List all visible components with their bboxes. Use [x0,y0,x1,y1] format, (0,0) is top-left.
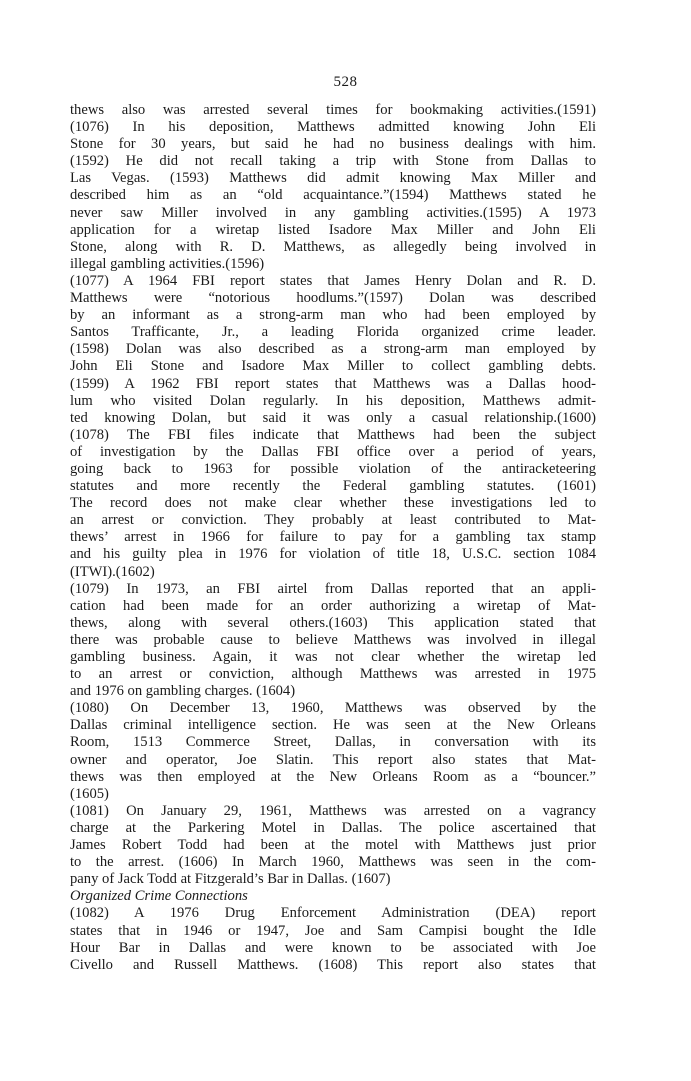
text-line: and 1976 on gambling charges. (1604) [70,683,296,700]
text-line: to an arrest or conviction, although Matthews was arrested in 1975 [70,666,596,683]
text-line: (1592) He did not recall taking a trip with Stone from Dallas to [70,153,596,170]
text-line: (1078) The FBI files indicate that Matthews had been the subject [70,426,596,443]
text-line: described him as an “old acquaintance.”(1594) Matthews stated he [70,187,596,204]
section-heading: Organized Crime Connections [70,888,248,905]
text-line: Dallas criminal intelligence section. He was seen at the New Orleans [70,717,596,734]
text-line: pany of Jack Todd at Fitzgerald’s Bar in Dallas. (1607) [70,871,391,888]
text-line: application for a wiretap listed Isadore Max Miller and John Eli [70,221,596,238]
body-text [70,102,596,974]
text-line: by an informant as a strong-arm man who had been employed by [70,307,596,324]
text-line: to the arrest. (1606) In March 1960, Matthews was seen in the com- [70,854,596,871]
text-line: thews also was arrested several times for bookmaking activities.(1591) [70,102,596,118]
text-line: going back to 1963 for possible violation of the antiracketeering [70,460,596,477]
text-line: (1598) Dolan was also described as a strong-arm man employed by [70,341,596,358]
text-line: there was probable cause to believe Matthews was involved in illegal [70,631,596,648]
text-line: James Robert Todd had been at the motel with Matthews just prior [70,837,596,854]
text-line: statutes and more recently the Federal gambling statutes. (1601) [70,478,596,495]
text-line: cation had been made for an order authorizing a wiretap of Mat- [70,597,596,614]
text-line: charge at the Parkering Motel in Dallas. The police ascertained that [70,819,596,836]
text-line: (1079) In 1973, an FBI airtel from Dallas reported that an appli- [70,580,596,597]
text-line: an arrest or conviction. They probably at least contributed to Mat- [70,512,596,529]
text-line: Las Vegas. (1593) Matthews did admit knowing Max Miller and [70,170,596,187]
page-number: 528 [333,74,358,90]
text-line: (1082) A 1976 Drug Enforcement Administration (DEA) report [70,905,596,922]
text-line: thews, along with several others.(1603) This application stated that [70,614,596,631]
text-line: Stone, along with R. D. Matthews, as allegedly being involved in [70,238,596,255]
text-line: Room, 1513 Commerce Street, Dallas, in conversation with its [70,734,596,751]
text-line: (1605) [70,785,109,802]
text-line: thews was then employed at the New Orleans Room as a “bouncer.” [70,768,596,785]
text-line: (1080) On December 13, 1960, Matthews was observed by the [70,700,596,717]
text-line: and his guilty plea in 1976 for violation of title 18, U.S.C. section 1084 [70,546,596,563]
text-line: (1076) In his deposition, Matthews admitted knowing John Eli [70,119,596,136]
text-line: lum who visited Dolan regularly. In his deposition, Matthews admit- [70,392,596,409]
text-line: Stone for 30 years, but said he had no business dealings with him. [70,136,596,153]
text-line: illegal gambling activities.(1596) [70,255,265,272]
text-line: (1077) A 1964 FBI report states that James Henry Dolan and R. D. [70,272,596,289]
text-line: (1081) On January 29, 1961, Matthews was arrested on a vagrancy [70,802,596,819]
text-line: never saw Miller involved in any gambling activities.(1595) A 1973 [70,204,596,221]
text-line: owner and operator, Joe Slatin. This report also states that Mat- [70,751,596,768]
text-line: (ITWI).(1602) [70,563,155,580]
text-line: of investigation by the Dallas FBI office over a period of years, [70,443,596,460]
text-line: states that in 1946 or 1947, Joe and Sam Campisi bought the Idle [70,922,596,939]
text-line: The record does not make clear whether these investigations led to [70,495,596,512]
text-line: thews’ arrest in 1966 for failure to pay for a gambling tax stamp [70,529,596,546]
text-line: Civello and Russell Matthews. (1608) This report also states that [70,956,596,973]
text-line: Hour Bar in Dallas and were known to be associated with Joe [70,939,596,956]
text-line: gambling business. Again, it was not clear whether the wiretap led [70,649,596,665]
text-line: ted knowing Dolan, but said it was only a casual relationship.(1600) [70,409,596,426]
text-line: (1599) A 1962 FBI report states that Matthews was a Dallas hood- [70,375,596,392]
text-line: John Eli Stone and Isadore Max Miller to collect gambling debts. [70,358,596,375]
text-line: Matthews were “notorious hoodlums.”(1597) Dolan was described [70,290,596,307]
text-line: Santos Trafficante, Jr., a leading Florida organized crime leader. [70,324,596,341]
